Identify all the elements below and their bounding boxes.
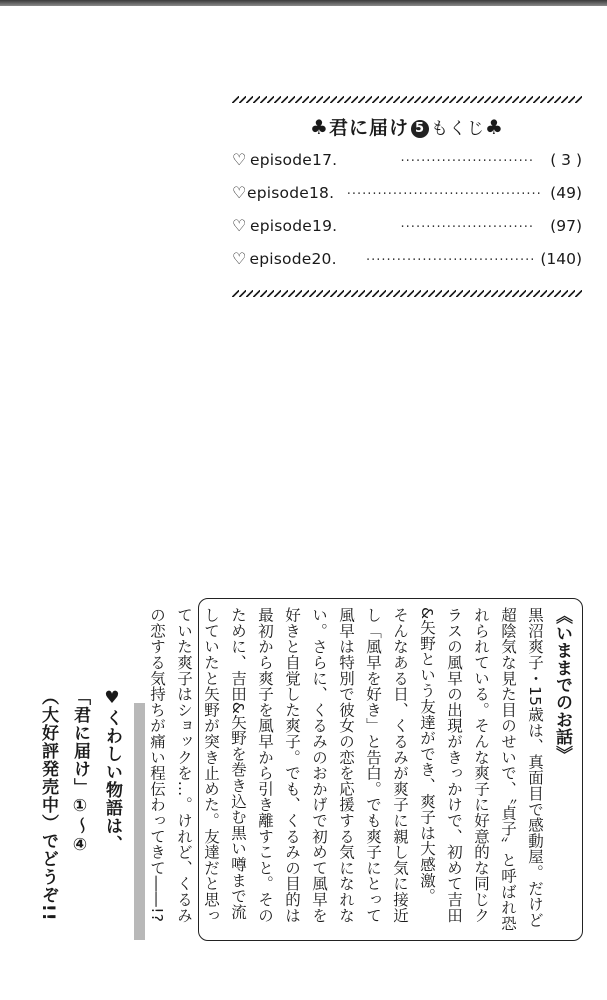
story-so-far-text <box>148 607 575 932</box>
toc-entry-page: ( 3 ) <box>550 151 582 169</box>
story-so-far-box <box>148 598 583 941</box>
toc-entry-page: (49) <box>550 184 582 202</box>
toc-entry[interactable] <box>232 216 582 249</box>
toc-entry-page: (140) <box>540 250 582 268</box>
toc-title-main: 君に届け <box>328 117 409 139</box>
toc-title <box>232 113 582 140</box>
series-note-line <box>96 688 128 946</box>
toc-entry-label: episode19. <box>250 217 338 235</box>
heart-outline-icon: ♡ <box>232 183 247 202</box>
toc-leader-dots: ·························· <box>400 220 534 235</box>
heart-outline-icon: ♡ <box>232 216 247 235</box>
toc-entry[interactable] <box>232 183 582 216</box>
club-icon: ♣ <box>485 115 504 139</box>
toc-entry[interactable] <box>232 249 582 282</box>
sidebar-gray-bar <box>134 703 145 940</box>
story-paragraph: そんなある日、くるみが爽子に親し気に接近し「風早を好き」と告白。でも爽子にとって風早は特別で彼女の恋を応援する気になれない。さらに、くるみのおかげで初めて風早を好きと自覚した爽子。でも、くるみの目的は最初から爽子を風早から引き離すこと。そのために、吉田&矢野を巻き込む黒い噂まで流していたと矢野が突き止めた。友達だと思っていた爽子はショックを…。けれど、くるみの恋する気持ちが痛い程伝わってきて――!? <box>148 607 409 923</box>
series-note-line: 「君に届け」①～④ <box>70 688 90 856</box>
toc-entry-label: episode20. <box>249 250 337 268</box>
toc-entry-label: episode18. <box>246 184 335 202</box>
toc-entry-label: episode17. <box>250 151 338 169</box>
story-paragraph: 黒沼爽子・15歳は、真面目で感動屋。だけど超陰気な見た目のせいで、〝貞子〟と呼ばれ恐れられている。そんな爽子に好意的な同じクラスの風早の出現がきっかけで、初めて吉田&矢野という友達ができ、爽子は大感激。 <box>418 607 544 932</box>
toc-entry[interactable] <box>232 150 582 183</box>
toc-leader-dots: ································· <box>365 253 536 268</box>
story-heading: 《いままでのお話》 <box>552 607 572 763</box>
heart-outline-icon: ♡ <box>232 249 247 268</box>
heart-outline-icon: ♡ <box>232 150 247 169</box>
series-note <box>20 688 128 946</box>
toc-leader-dots: ·························· <box>400 154 534 169</box>
toc-title-suffix: もくじ <box>431 119 485 139</box>
toc-bottom-border <box>232 290 582 297</box>
toc-top-border <box>232 96 582 103</box>
toc-entry-page: (97) <box>550 217 582 235</box>
series-note-line1: くわしい物語は、 <box>102 709 122 853</box>
volume-number-badge: 5 <box>411 120 429 138</box>
toc-leader-dots: ······································ <box>346 187 542 202</box>
club-icon: ♣ <box>310 115 329 139</box>
series-note-line: （大好評発売中）でどうぞ!! <box>38 688 58 922</box>
table-of-contents <box>232 96 582 297</box>
page-top-edge <box>0 0 607 6</box>
